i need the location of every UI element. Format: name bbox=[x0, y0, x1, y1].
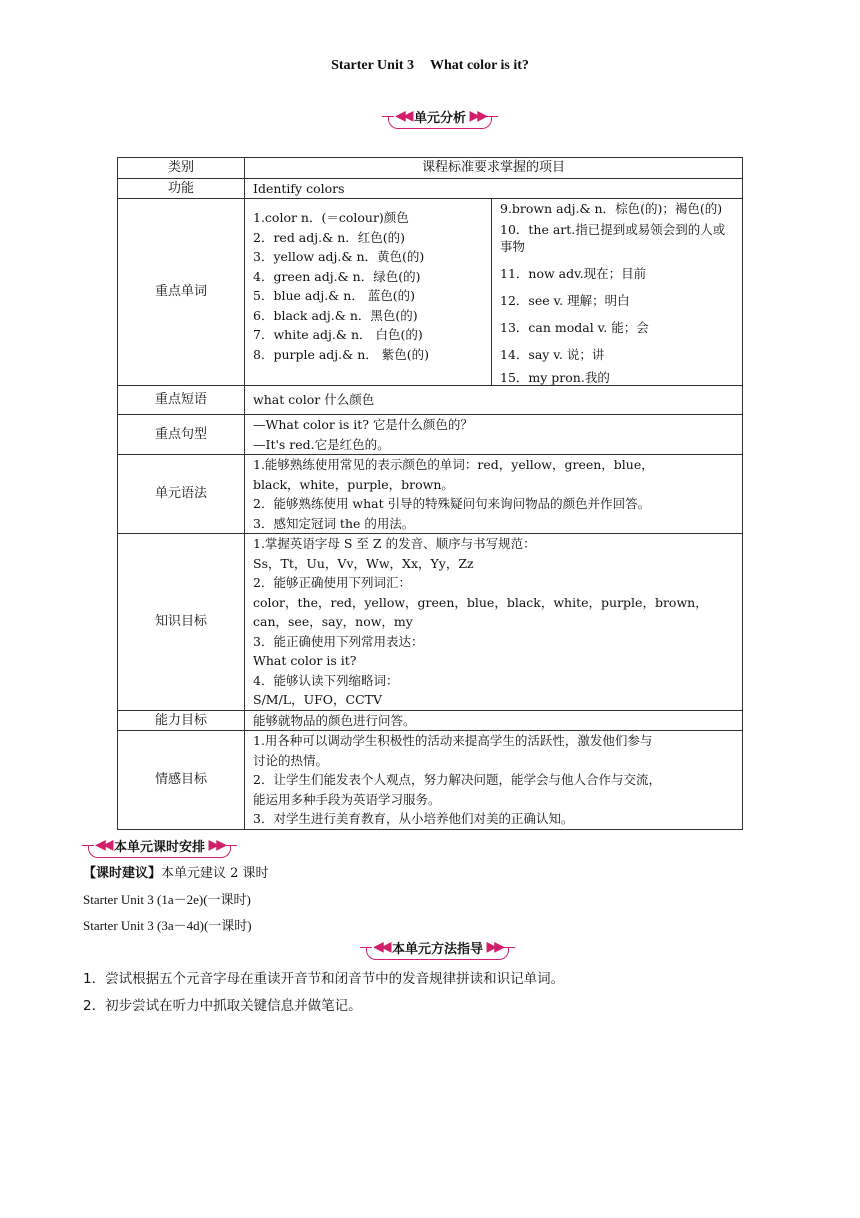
text-line: 2．能够正确使用下列词汇： bbox=[253, 575, 411, 590]
list-item: 6．black adj.& n．黑色(的) bbox=[253, 307, 418, 323]
section-badge-analysis: ◀◀ 单元分析 ▶▶ bbox=[380, 105, 500, 127]
text-line: 2．让学生们能发表个人观点，努力解决问题，能学会与他人合作与交流， bbox=[253, 772, 661, 787]
row-value: 能够就物品的颜色进行问答。 bbox=[245, 710, 743, 731]
double-chevron-right-icon: ▶▶ bbox=[469, 108, 486, 124]
table-header-row bbox=[118, 158, 743, 179]
method-item: 1．尝试根据五个元音字母在重读开音节和闭音节中的发音规律拼读和识记单词。 bbox=[83, 971, 565, 987]
vocab-cell bbox=[245, 199, 743, 386]
list-item: 9.brown adj.& n．棕色(的)；褐色(的) bbox=[500, 201, 723, 216]
table-row bbox=[118, 455, 743, 534]
list-item: 5．blue adj.& n． 蓝色(的) bbox=[253, 288, 416, 303]
row-label: 重点句型 bbox=[118, 415, 245, 455]
table-row bbox=[118, 534, 743, 711]
text-line: What color is it? bbox=[253, 653, 357, 668]
list-item: 3．yellow adj.& n．黄色(的) bbox=[253, 249, 425, 264]
method-item: 2．初步尝试在听力中抓取关键信息并做笔记。 bbox=[83, 998, 362, 1014]
row-label: 知识目标 bbox=[118, 534, 245, 711]
row-value: what color 什么颜色 bbox=[245, 386, 743, 415]
table-row bbox=[118, 710, 743, 731]
page-title bbox=[0, 58, 860, 74]
double-chevron-left-icon: ◀◀ bbox=[95, 837, 111, 853]
knowledge-cell bbox=[245, 534, 743, 711]
section-badge-method: ◀◀ 本单元方法指导 ▶▶ bbox=[358, 936, 517, 958]
lesson-item: Starter Unit 3 (1a－2e)(一课时) bbox=[83, 892, 251, 907]
text-line: 3．感知定冠词 the 的用法。 bbox=[253, 515, 415, 531]
text-line: black，white，purple，brown。 bbox=[253, 476, 454, 492]
text-line: —What color is it? 它是什么颜色的？ bbox=[253, 417, 473, 432]
text-line: 讨论的热情。 bbox=[253, 752, 329, 768]
table-header-items: 课程标准要求掌握的项目 bbox=[245, 158, 743, 179]
list-item: 7．white adj.& n． 白色(的) bbox=[253, 327, 423, 342]
list-item: 2．red adj.& n．红色(的) bbox=[253, 229, 406, 245]
text-line: 3．对学生进行美育教育，从小培养他们对美的正确认知。 bbox=[253, 811, 574, 826]
double-chevron-right-icon: ▶▶ bbox=[208, 837, 225, 853]
unit-analysis-table bbox=[117, 157, 743, 830]
table-row bbox=[118, 199, 743, 386]
text-line: color，the，red，yellow，green，blue，black，white，purple，brown， bbox=[253, 594, 708, 610]
section-badge-schedule: ◀◀ 本单元课时安排 ▶▶ bbox=[80, 834, 239, 856]
row-label: 单元语法 bbox=[118, 455, 245, 534]
double-chevron-left-icon: ◀◀ bbox=[395, 108, 411, 124]
text-line: Ss，Tt，Uu，Vv，Ww，Xx，Yy，Zz bbox=[253, 555, 474, 571]
sentence-cell bbox=[245, 415, 743, 455]
text-line: 能运用多种手段为英语学习服务。 bbox=[253, 791, 441, 807]
list-item: 12．see v. 理解；明白 bbox=[500, 293, 630, 308]
text-line: —It's red.它是红色的。 bbox=[253, 436, 390, 452]
grammar-cell bbox=[245, 455, 743, 534]
text-line: S/M/L，UFO，CCTV bbox=[253, 692, 383, 707]
text-line: 1.用各种可以调动学生积极性的活动来提高学生的活跃性，激发他们参与 bbox=[253, 733, 653, 748]
row-label: 重点短语 bbox=[118, 386, 245, 415]
list-item: 10．the art.指已提到或易领会到的人或事物 bbox=[500, 222, 726, 254]
list-item: 14．say v. 说；讲 bbox=[500, 347, 605, 362]
vocab-list-left bbox=[245, 198, 492, 386]
list-item: 1.color n．(＝colour)颜色 bbox=[253, 210, 409, 225]
text-line: 1.能够熟练使用常见的表示颜色的单词：red，yellow，green，blue， bbox=[253, 457, 654, 472]
table-header-category: 类别 bbox=[118, 158, 245, 179]
list-item: 15．my pron.我的 bbox=[500, 370, 610, 385]
row-label: 重点单词 bbox=[118, 199, 245, 386]
text-line: 1.掌握英语字母 S 至 Z 的发音、顺序与书写规范： bbox=[253, 536, 536, 551]
list-item: 11．now adv.现在；目前 bbox=[500, 266, 647, 281]
emotion-cell bbox=[245, 731, 743, 830]
row-label: 能力目标 bbox=[118, 710, 245, 731]
schedule-suggestion: 【课时建议】本单元建议 2 课时 bbox=[83, 866, 269, 881]
double-chevron-right-icon: ▶▶ bbox=[486, 939, 503, 955]
list-item: 8．purple adj.& n． 紫色(的) bbox=[253, 346, 430, 362]
text-line: 4．能够认读下列缩略词： bbox=[253, 672, 399, 688]
table-row bbox=[118, 178, 743, 199]
table-row bbox=[118, 415, 743, 455]
lesson-item: Starter Unit 3 (3a－4d)(一课时) bbox=[83, 918, 252, 933]
list-item: 4．green adj.& n．绿色(的) bbox=[253, 268, 421, 284]
text-line: 3．能正确使用下列常用表达： bbox=[253, 633, 424, 649]
table-row bbox=[118, 386, 743, 415]
table-row bbox=[118, 731, 743, 830]
text-line: can，see，say，now，my bbox=[253, 614, 413, 629]
unit-question: What color is it? bbox=[430, 58, 529, 73]
list-item: 13．can modal v. 能；会 bbox=[500, 320, 649, 335]
double-chevron-left-icon: ◀◀ bbox=[373, 939, 389, 955]
unit-name: Starter Unit 3 bbox=[331, 58, 415, 73]
row-label: 情感目标 bbox=[118, 731, 245, 830]
row-label: 功能 bbox=[118, 178, 245, 199]
row-value: Identify colors bbox=[245, 178, 743, 199]
vocab-list-right bbox=[492, 198, 742, 386]
text-line: 2．能够熟练使用 what 引导的特殊疑问句来询问物品的颜色并作回答。 bbox=[253, 496, 651, 511]
